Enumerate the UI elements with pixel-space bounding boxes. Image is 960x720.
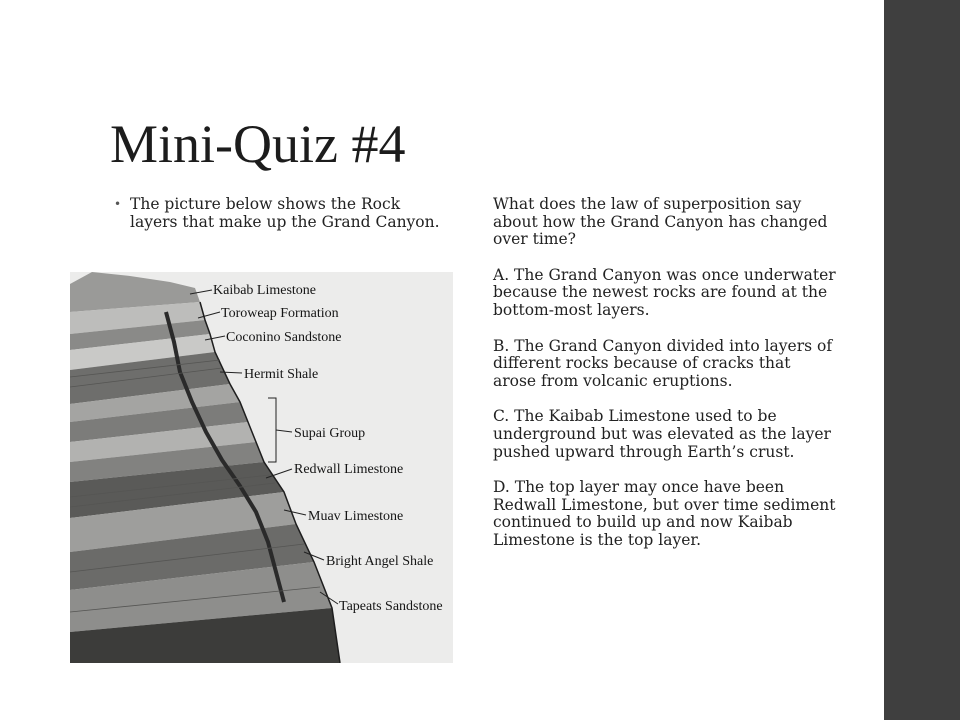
label-hermit: Hermit Shale [244, 367, 319, 382]
label-toroweap: Toroweap Formation [221, 306, 339, 321]
label-redwall: Redwall Limestone [294, 462, 404, 477]
bullet-dot-icon: • [114, 197, 122, 211]
answer-option-a: A. The Grand Canyon was once underwater because the newest rocks are found at the bottom-most layers. [493, 265, 836, 319]
left-column [114, 196, 444, 231]
question-text: What does the law of superposition say about how the Grand Canyon has changed over time? [493, 195, 828, 249]
answer-option-c: C. The Kaibab Limestone used to be underground but was elevated as the layer pushed upward through Earth’s crust. [493, 407, 831, 461]
label-supai: Supai Group [294, 426, 366, 441]
grand-canyon-diagram [70, 272, 453, 663]
answer-option-d: D. The top layer may once have been Redwall Limestone, but over time sediment continued to build up and now Kaibab Limestone is the top layer. [493, 478, 836, 549]
label-bright-angel: Bright Angel Shale [326, 554, 434, 569]
decorative-sidebar [884, 0, 960, 720]
label-coconino: Coconino Sandstone [226, 330, 342, 345]
label-muav: Muav Limestone [308, 509, 404, 524]
canyon-cross-section [70, 272, 453, 663]
bullet-item [114, 196, 444, 231]
bullet-text: The picture below shows the Rock layers that make up the Grand Canyon. [130, 195, 440, 231]
label-kaibab: Kaibab Limestone [213, 283, 317, 298]
label-tapeats: Tapeats Sandstone [339, 599, 443, 614]
slide-title: Mini-Quiz #4 [110, 114, 406, 174]
answer-option-b: B. The Grand Canyon divided into layers of different rocks because of cracks that arose from volcanic eruptions. [493, 336, 833, 390]
question-column [493, 196, 838, 568]
